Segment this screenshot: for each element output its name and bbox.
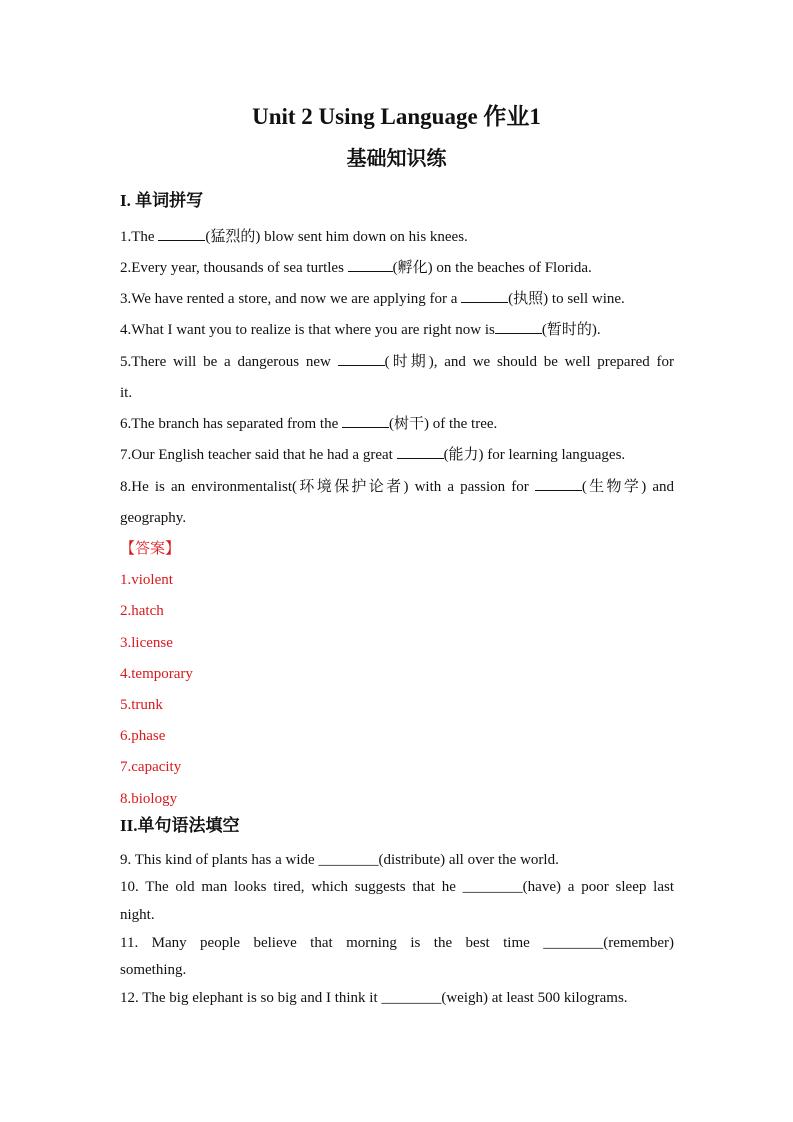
answer-blank bbox=[342, 413, 389, 428]
question-4: 4.What I want you to realize is that where you are right now is (暂时的). bbox=[120, 319, 674, 341]
section-heading-grammar: II.单句语法填空 bbox=[120, 816, 240, 835]
question-5: 5.There will be a dangerous new (时期), and we should be well prepared for bbox=[120, 351, 674, 373]
answer-blank bbox=[397, 444, 444, 459]
answer-blank bbox=[535, 476, 582, 491]
answer-item: 2.hatch bbox=[120, 603, 164, 619]
question-1: 1.The (猛烈的) blow sent him down on his knees. bbox=[120, 226, 674, 248]
answer-item: 5.trunk bbox=[120, 697, 163, 713]
question-12: 12. The big elephant is so big and I think it ________(weigh) at least 500 kilograms. bbox=[120, 990, 628, 1006]
question-2: 2.Every year, thousands of sea turtles (孵化) on the beaches of Florida. bbox=[120, 257, 674, 279]
question-10: 10. The old man looks tired, which suggests that he ________(have) a poor sleep last bbox=[120, 879, 674, 895]
question-3: 3.We have rented a store, and now we are applying for a (执照) to sell wine. bbox=[120, 288, 674, 310]
answer-item: 8.biology bbox=[120, 791, 178, 807]
answer-blank bbox=[338, 351, 385, 366]
answer-label: 【答案】 bbox=[120, 541, 181, 557]
answer-item: 4.temporary bbox=[120, 666, 193, 682]
question-10-continued: night. bbox=[120, 907, 155, 923]
question-7: 7.Our English teacher said that he had a great (能力) for learning languages. bbox=[120, 444, 674, 466]
question-11: 11. Many people believe that morning is the best time ________(remember) bbox=[120, 935, 674, 951]
question-8: 8.He is an environmentalist(环境保护论者) with a passion for (生物学) and bbox=[120, 476, 674, 498]
section-heading-spelling: I. 单词拼写 bbox=[120, 191, 204, 210]
answer-blank bbox=[495, 319, 542, 334]
answer-item: 1.violent bbox=[120, 572, 173, 588]
question-8-continued: geography. bbox=[120, 510, 187, 526]
question-5-continued: it. bbox=[120, 385, 133, 401]
answer-item: 6.phase bbox=[120, 728, 166, 744]
page-title: Unit 2 Using Language 作业1 bbox=[252, 104, 541, 129]
question-9: 9. This kind of plants has a wide ________(distribute) all over the world. bbox=[120, 852, 559, 868]
answer-blank bbox=[348, 257, 393, 272]
page-subtitle: 基础知识练 bbox=[346, 148, 447, 170]
answer-item: 7.capacity bbox=[120, 759, 182, 775]
answer-item: 3.license bbox=[120, 635, 173, 651]
question-6: 6.The branch has separated from the (树干) of the tree. bbox=[120, 413, 674, 435]
answer-blank bbox=[461, 288, 508, 303]
question-11-continued: something. bbox=[120, 962, 187, 978]
answer-blank bbox=[158, 226, 205, 241]
